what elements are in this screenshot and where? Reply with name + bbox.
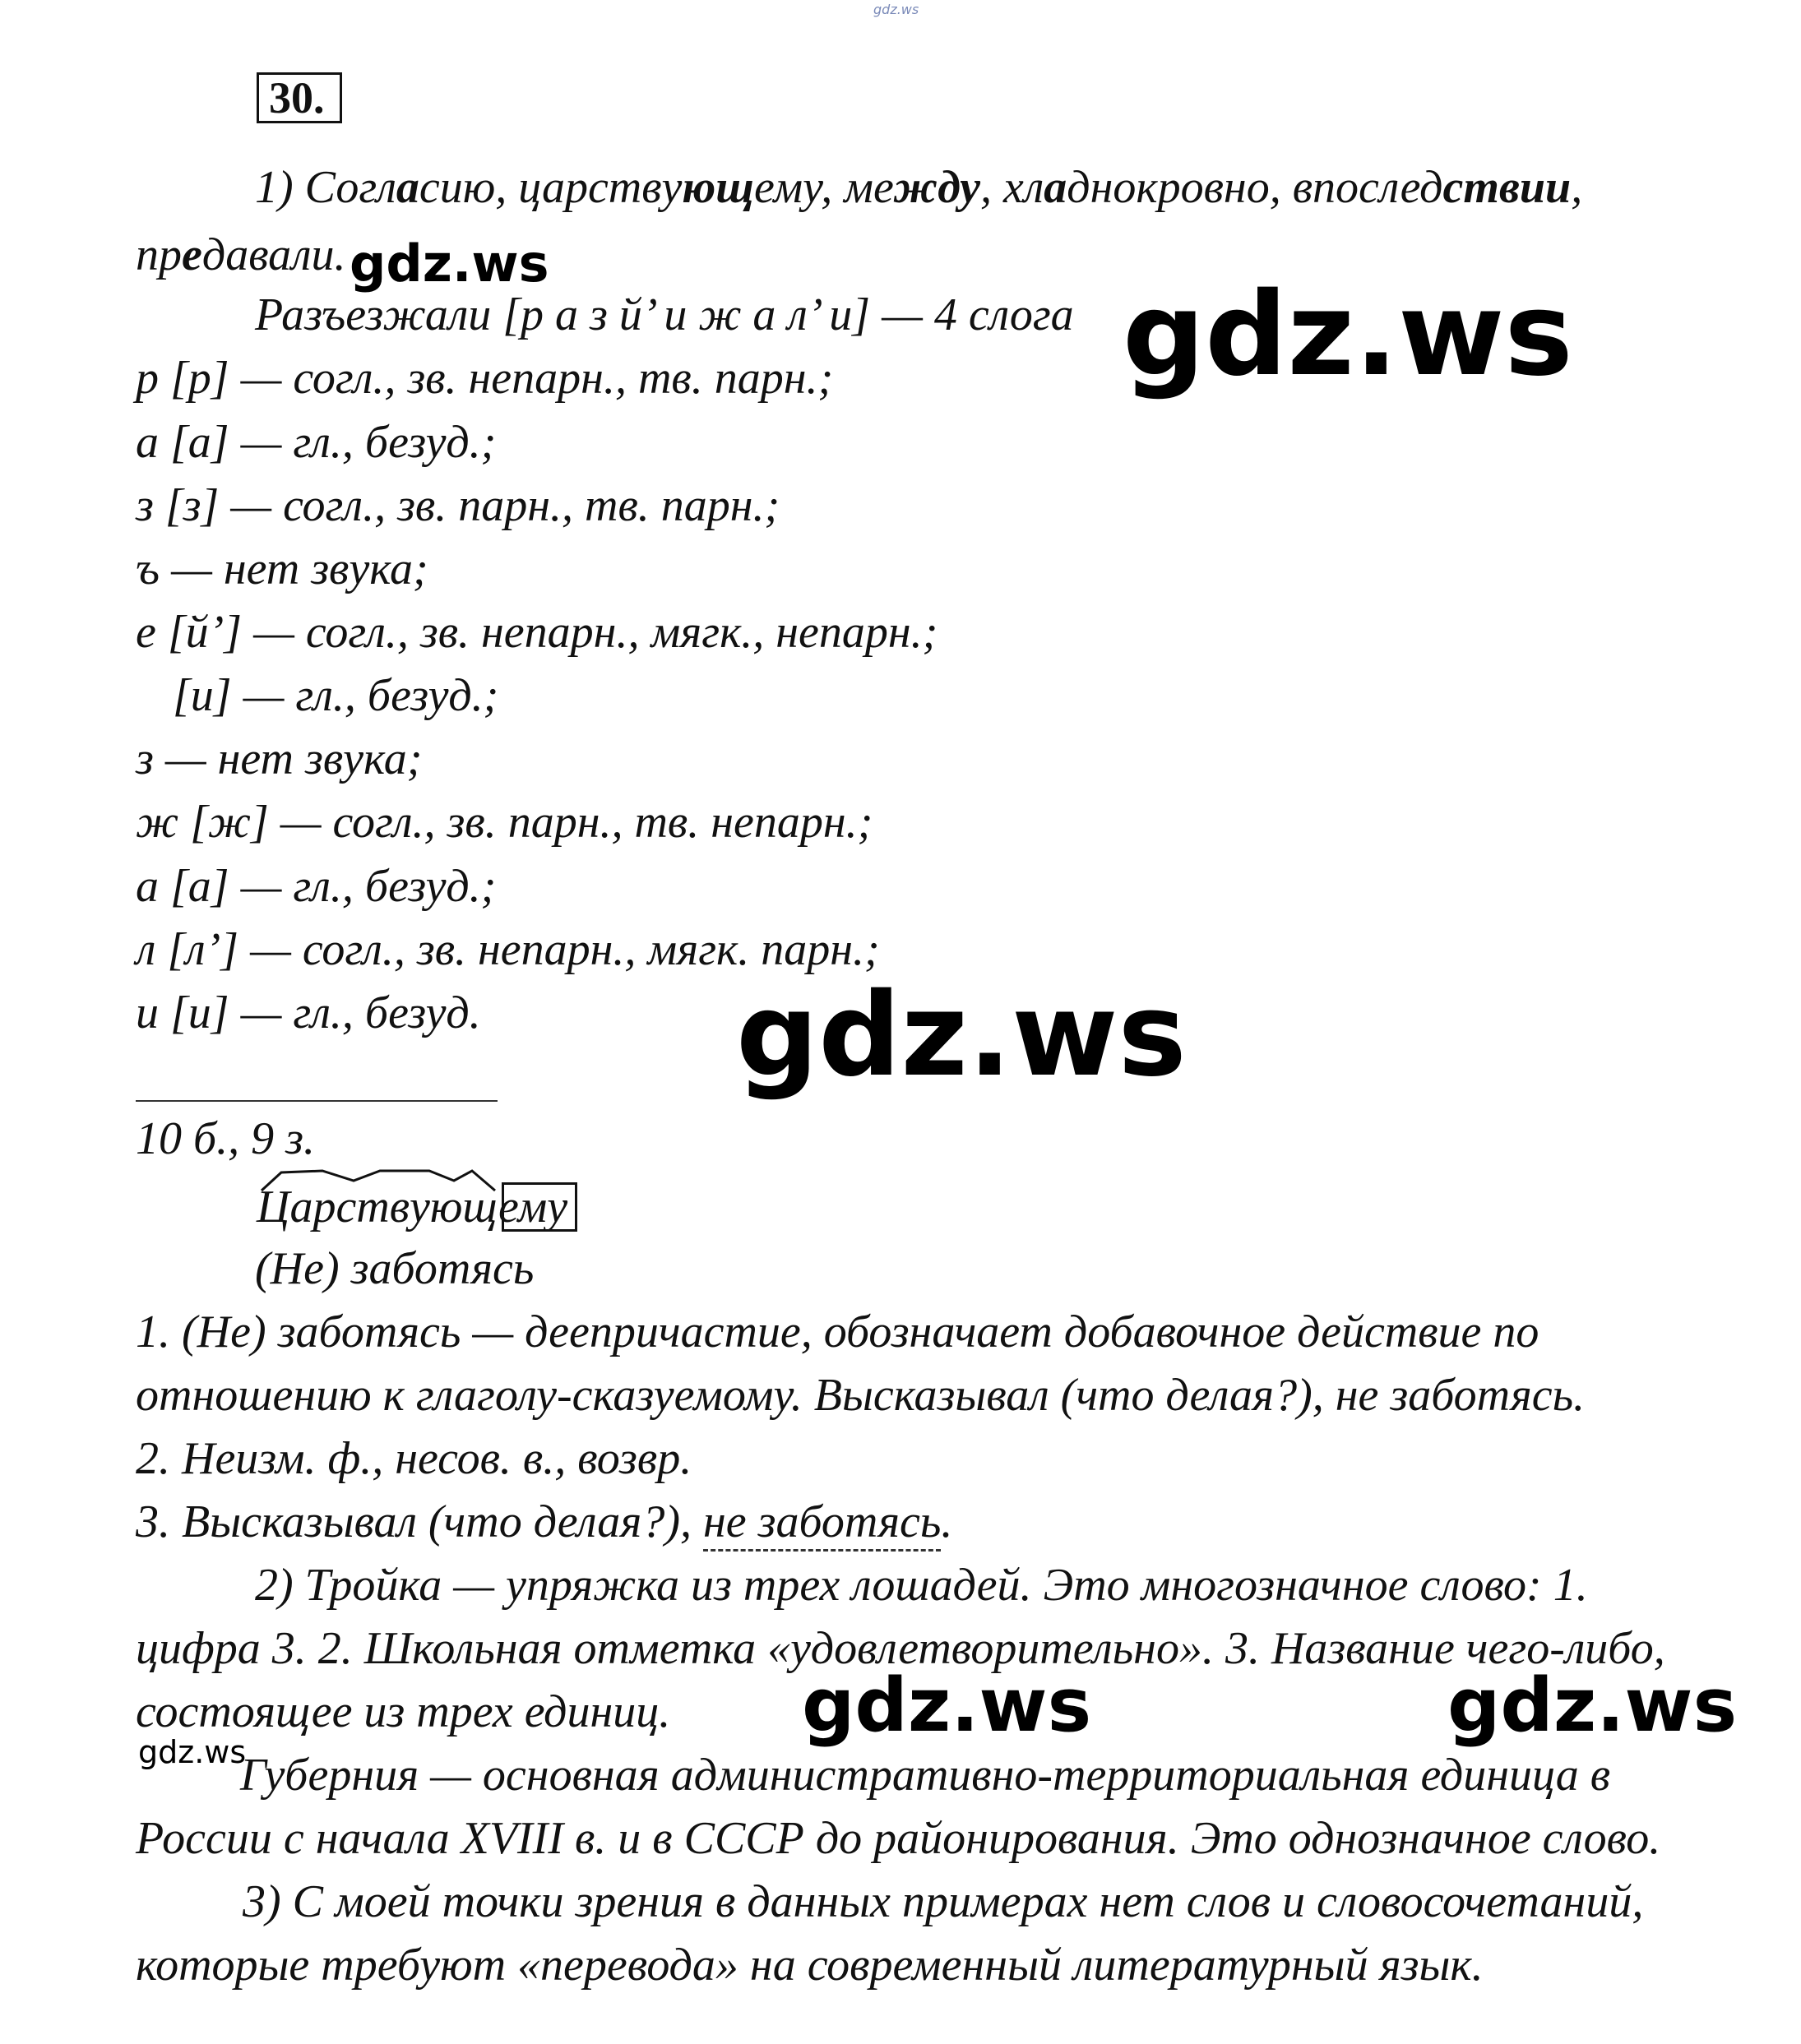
phonetic-row: ж [ж] — согл., зв. парн., тв. непарн.; xyxy=(136,797,873,848)
phonetic-row: е [й’] — согл., зв. непарн., мягк., непарн.; xyxy=(136,607,938,658)
watermark: gdz.ws xyxy=(1447,1662,1738,1749)
divider xyxy=(136,1100,498,1102)
part1-line2: предавали. xyxy=(136,229,346,280)
phonetic-row: и [и] — гл., безуд. xyxy=(136,987,481,1038)
phonetic-row: з — нет звука; xyxy=(136,733,423,784)
top-watermark: gdz.ws xyxy=(873,2,919,17)
phonetic-row: [и] — гл., безуд.; xyxy=(173,670,499,721)
watermark: gdz.ws xyxy=(802,1662,1092,1749)
analysis-line: 2. Неизм. ф., несов. в., возвр. xyxy=(136,1433,692,1484)
phonetic-row: з [з] — согл., зв. парн., тв. парн.; xyxy=(136,480,780,531)
analysis-line: 1. (Не) заботясь — деепричастие, обозначает добавочное действие по xyxy=(136,1306,1539,1357)
phonetic-row: а [а] — гл., безуд.; xyxy=(136,417,497,468)
phonetic-row: ъ — нет звука; xyxy=(136,543,428,594)
ending-box xyxy=(502,1182,577,1232)
phonetic-row: а [а] — гл., безуд.; xyxy=(136,861,497,912)
part2-line: России с начала XVIII в. и в СССР до районирования. Это однозначное слово. xyxy=(136,1813,1661,1864)
part3-line: которые требуют «перевода» на современный литературный язык. xyxy=(136,1940,1484,1991)
phonetic-row: л [л’] — согл., зв. непарн., мягк. парн.; xyxy=(136,924,880,975)
part2-line: состоящее из трех единиц. xyxy=(136,1686,671,1737)
analysis-line: 3. Высказывал (что делая?), не заботясь. xyxy=(136,1499,952,1545)
watermark: gdz.ws xyxy=(1123,268,1573,402)
part2-line: цифра 3. 2. Школьная отметка «удовлетворительно». 3. Название чего-либо, xyxy=(136,1623,1665,1674)
part2-line: 2) Тройка — упряжка из трех лошадей. Это многозначное слово: 1. xyxy=(255,1560,1588,1611)
letter-sound-count: 10 б., 9 з. xyxy=(136,1113,316,1164)
part3-line: 3) С моей точки зрения в данных примерах нет слов и словосочетаний, xyxy=(243,1876,1644,1927)
phonetic-row: р [р] — согл., зв. непарн., тв. парн.; xyxy=(136,353,834,404)
task-number: 30. xyxy=(257,72,342,123)
part2-line: Губерния — основная административно-территориальная единица в xyxy=(240,1750,1611,1801)
morph-word: Царствующему xyxy=(257,1182,568,1232)
watermark: gdz.ws xyxy=(350,234,549,294)
phonetic-header: Разъезжали [р а з й’ и ж а л’ и] — 4 слога xyxy=(255,289,1074,340)
part1-line1: 1) Согласию, царствующему, между, хладнокровно, впоследствии, xyxy=(255,162,1583,213)
watermark: gdz.ws xyxy=(736,969,1187,1103)
gerund-heading: (Не) заботясь xyxy=(255,1243,535,1294)
analysis-line: отношению к глаголу-сказуемому. Высказывал (что делая?), не заботясь. xyxy=(136,1370,1586,1421)
watermark: gdz.ws xyxy=(138,1734,247,1770)
